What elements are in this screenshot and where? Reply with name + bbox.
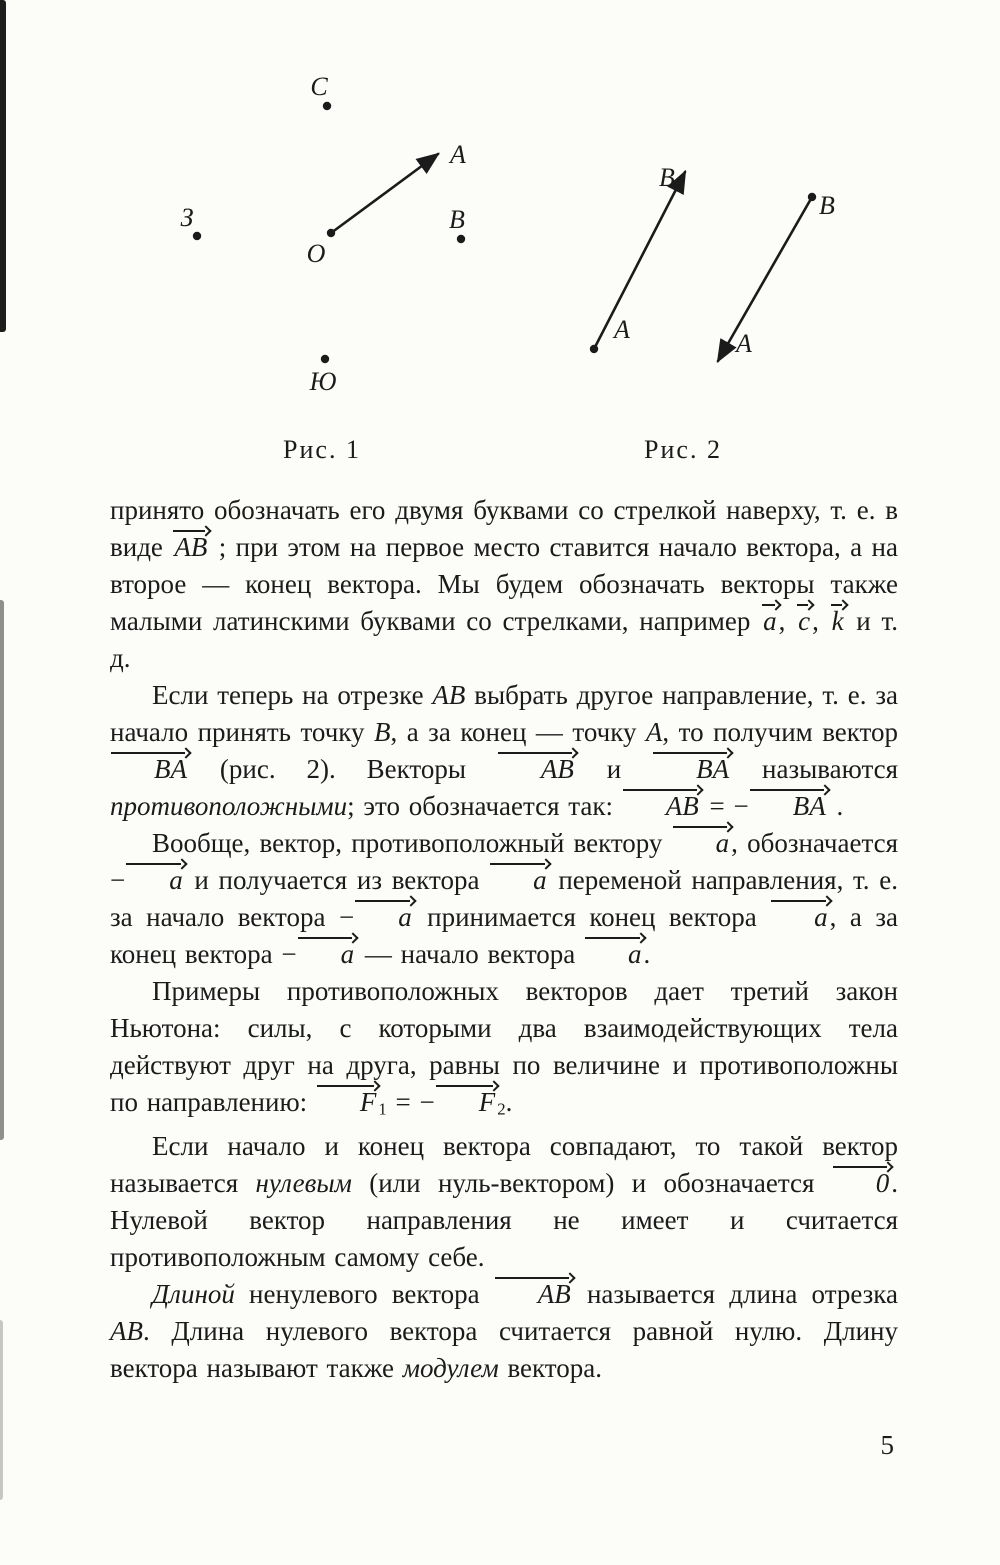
text-run: , а за конец — точку bbox=[390, 717, 646, 747]
fig2-vector-ab bbox=[594, 172, 685, 349]
fig2-label-v1-tip: В bbox=[659, 163, 675, 192]
fig2-label-v2-start: В bbox=[819, 191, 835, 220]
vector-notation: c bbox=[798, 606, 811, 636]
vector-notation: BA bbox=[652, 756, 731, 783]
text-run: . bbox=[827, 791, 844, 821]
italic-text: Длиной bbox=[152, 1278, 235, 1309]
italic-text: нулевым bbox=[255, 1167, 352, 1198]
vector-notation: 0 bbox=[832, 1170, 892, 1197]
italic-text: A bbox=[645, 717, 663, 747]
fig1-label-north: С bbox=[310, 72, 328, 101]
text-run: Если начало и конец вектора совпадают, то такой вектор называется bbox=[110, 1130, 898, 1198]
fig2-vector-ba bbox=[718, 197, 812, 361]
text-run: Вообще, вектор, противоположный вектору bbox=[152, 828, 672, 858]
vector-notation: F bbox=[435, 1089, 498, 1116]
text-run: , bbox=[778, 606, 797, 636]
text-run: называется длина отрезка bbox=[572, 1278, 898, 1309]
text-run: . Длина нулевого вектора считается равной нулю. Длину вектора называют также bbox=[110, 1315, 898, 1383]
figure-2-caption: Рис. 2 bbox=[644, 435, 722, 464]
text-run: = − bbox=[700, 791, 749, 821]
figures-svg bbox=[0, 0, 1000, 470]
figure-1 bbox=[181, 72, 466, 396]
vector-notation: a bbox=[354, 904, 414, 931]
fig1-label-point-b: В bbox=[449, 205, 465, 234]
vector-notation: AB bbox=[174, 532, 208, 562]
fig2-v1-start-dot bbox=[590, 345, 598, 353]
vector-notation: BA bbox=[110, 756, 189, 783]
fig2-v2-start-dot bbox=[808, 193, 816, 201]
vector-notation: k bbox=[831, 606, 844, 636]
text-run: = − bbox=[386, 1087, 435, 1117]
figure-1-caption: Рис. 1 bbox=[283, 435, 361, 464]
paragraph bbox=[110, 1276, 898, 1387]
subscript: 1 bbox=[378, 1099, 387, 1119]
text-block bbox=[110, 492, 898, 1387]
fig2-label-v2-tip: А bbox=[736, 329, 752, 358]
fig1-label-vector-tip: А bbox=[450, 140, 466, 169]
italic-text: модулем bbox=[402, 1352, 499, 1383]
text-run: . Нулевой вектор направления не имеет и считается противоположным самому себе. bbox=[110, 1167, 898, 1272]
text-run: вектора. bbox=[498, 1352, 602, 1383]
text-run: , а за конец вектора − bbox=[110, 902, 898, 969]
paragraph bbox=[110, 973, 898, 1128]
text-run: переменой направления, т. е. за начало вектора − bbox=[110, 865, 898, 932]
vector-notation: a bbox=[125, 867, 185, 894]
scan-edge-artifact bbox=[0, 1320, 3, 1500]
text-run: Если теперь на отрезке bbox=[152, 680, 433, 710]
fig1-vector-oa bbox=[331, 154, 438, 233]
text-run: (рис. 2). Векторы bbox=[189, 754, 497, 784]
text-run: , обозначается − bbox=[110, 828, 898, 895]
vector-notation: a bbox=[489, 867, 549, 894]
paragraph bbox=[110, 492, 898, 677]
italic-text: AB bbox=[110, 1315, 143, 1346]
vector-notation: a bbox=[763, 606, 777, 636]
vector-notation: AB bbox=[622, 793, 701, 820]
text-run: , bbox=[812, 606, 830, 636]
vector-notation: F bbox=[316, 1089, 379, 1116]
fig2-label-v1-start: А bbox=[614, 315, 630, 344]
vector-notation: AB bbox=[497, 756, 576, 783]
figures-region bbox=[0, 0, 1000, 470]
paragraph bbox=[110, 1128, 898, 1276]
text-run: принято обозначать его двумя буквами со стрелкой наверху, т. е. в виде bbox=[110, 495, 898, 562]
subscript: 2 bbox=[497, 1099, 506, 1119]
vector-notation: a bbox=[297, 941, 357, 968]
fig1-label-origin: О bbox=[306, 239, 326, 268]
fig1-point-b-dot bbox=[457, 235, 465, 243]
vector-notation: a bbox=[672, 830, 732, 857]
fig1-label-west: З bbox=[180, 203, 194, 232]
vector-notation: a bbox=[584, 941, 644, 968]
paragraph bbox=[110, 825, 898, 973]
page-number: 5 bbox=[880, 1430, 894, 1460]
vector-notation: AB bbox=[494, 1281, 573, 1308]
fig1-origin-dot bbox=[327, 229, 335, 237]
text-run: (или нуль-вектором) и обозначается bbox=[351, 1167, 832, 1198]
fig1-label-south: Ю bbox=[309, 367, 337, 396]
text-run: ненулевого вектора bbox=[234, 1278, 494, 1309]
text-run: принимается конец вектора bbox=[413, 902, 771, 932]
figure-2 bbox=[590, 163, 835, 361]
italic-text: AB bbox=[432, 680, 466, 710]
paragraph bbox=[110, 677, 898, 825]
text-run: Примеры противоположных векторов дает третий закон Ньютона: силы, с которыми два взаимодействующих тела действуют друг на друга, равны по величине и противоположны по направлению: bbox=[110, 976, 898, 1117]
text-run: и bbox=[575, 754, 653, 784]
scan-edge-artifact bbox=[0, 600, 4, 1140]
text-run: и получается из вектора bbox=[184, 865, 490, 895]
vector-notation: a bbox=[770, 904, 830, 931]
fig1-point-north-dot bbox=[323, 102, 331, 110]
text-run: и т. д. bbox=[110, 606, 899, 673]
fig1-point-south-dot bbox=[321, 355, 329, 363]
fig1-point-west-dot bbox=[193, 232, 201, 240]
text-run: . bbox=[643, 939, 651, 969]
vector-notation: BA bbox=[749, 793, 828, 820]
text-run: ; при этом на первое место ставится начало вектора, а на второе — конец вектора. Мы будем обозначать векторы также малыми латинскими буквами со стрелками, например bbox=[110, 532, 898, 636]
text-run: ; это обозначается так: bbox=[347, 791, 622, 821]
text-run: , то получим вектор bbox=[662, 717, 898, 747]
text-run: выбрать другое направление, т. е. за начало принять точку bbox=[110, 680, 898, 747]
italic-text: противоположными bbox=[110, 791, 348, 821]
text-run: . bbox=[505, 1087, 513, 1117]
italic-text: B bbox=[374, 717, 391, 747]
text-run: называются bbox=[731, 754, 899, 784]
text-run: — начало вектора bbox=[356, 939, 585, 969]
